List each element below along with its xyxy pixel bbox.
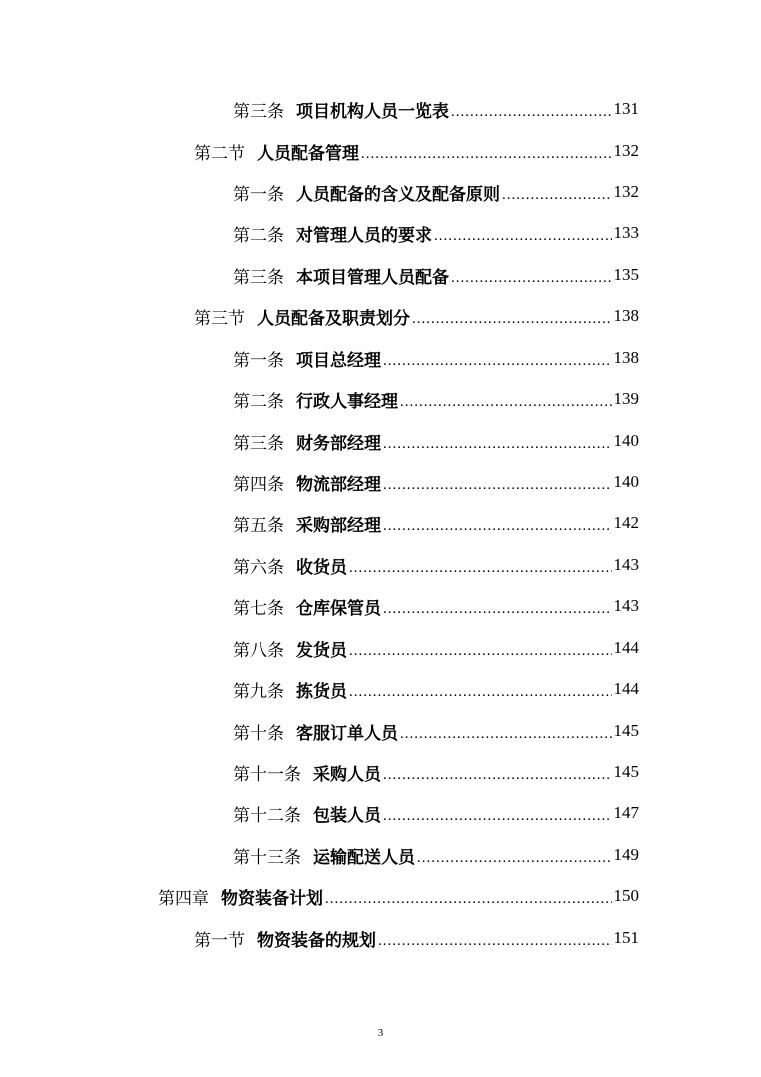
toc-entry[interactable] [233,550,639,580]
toc-entry-page: 143 [613,555,639,574]
toc-leader-dots [502,188,612,203]
toc-entry-page: 147 [613,803,639,822]
toc-leader-dots [400,395,612,410]
toc-entry-number: 第八条 [233,640,284,660]
toc-entry-title: 本项目管理人员配备 [296,267,449,288]
toc-entry[interactable] [233,674,639,704]
toc-entry-number: 第三条 [233,433,284,453]
toc-entry[interactable] [233,633,639,663]
toc-entry[interactable] [233,384,639,414]
toc-entry-page: 138 [613,348,639,367]
toc-entry[interactable] [194,301,639,331]
toc-entry-number: 第三条 [233,267,284,287]
toc-entry-number: 第七条 [233,598,284,618]
toc-entry-page: 139 [613,389,639,408]
toc-entry-page: 140 [613,431,639,450]
toc-entry-number: 第二条 [233,225,284,245]
toc-entry-page: 142 [613,513,639,532]
toc-leader-dots [451,271,612,286]
toc-entry-title: 拣货员 [296,681,347,702]
toc-entry[interactable] [158,881,639,911]
toc-entry-number: 第三条 [233,101,284,121]
toc-entry-title: 财务部经理 [296,433,381,454]
toc-leader-dots [325,892,612,907]
toc-entry[interactable] [233,177,639,207]
toc-entry-page: 144 [613,679,639,698]
toc-entry-title: 物资装备的规划 [257,930,376,951]
toc-entry[interactable] [233,757,639,787]
toc-entry[interactable] [233,508,639,538]
toc-leader-dots [383,354,612,369]
toc-entry[interactable] [233,343,639,373]
toc-entry[interactable] [233,716,639,746]
toc-entry-title: 项目机构人员一览表 [296,101,449,122]
toc-leader-dots [349,644,612,659]
toc-entry[interactable] [233,218,639,248]
toc-leader-dots [383,478,612,493]
toc-entry-page: 135 [613,265,639,284]
toc-entry[interactable] [233,840,639,870]
toc-entry-number: 第十二条 [233,805,301,825]
toc-entry-page: 150 [613,886,639,905]
toc-leader-dots [434,229,612,244]
toc-entry-number: 第十条 [233,723,284,743]
toc-entry-title: 收货员 [296,557,347,578]
toc-entry-number: 第二条 [233,391,284,411]
toc-entry-page: 133 [613,223,639,242]
toc-entry[interactable] [233,260,639,290]
toc-entry[interactable] [194,136,639,166]
toc-entry-title: 物资装备计划 [221,888,323,909]
toc-entry-title: 采购部经理 [296,515,381,536]
toc-entry-number: 第六条 [233,557,284,577]
toc-entry-title: 人员配备的含义及配备原则 [296,184,500,205]
toc-leader-dots [349,685,612,700]
toc-entry-number: 第九条 [233,681,284,701]
toc-entry-number: 第四章 [158,888,209,908]
toc-entry[interactable] [233,467,639,497]
toc-entry[interactable] [233,94,639,124]
toc-entry-number: 第五条 [233,515,284,535]
toc-leader-dots [383,768,612,783]
toc-entry[interactable] [233,426,639,456]
toc-leader-dots [361,147,612,162]
toc-entry-page: 132 [613,141,639,160]
toc-leader-dots [417,851,612,866]
toc-entry-title: 行政人事经理 [296,391,398,412]
page-number: 3 [377,1027,384,1039]
toc-entry-number: 第一条 [233,184,284,204]
toc-entry-title: 人员配备及职责划分 [257,308,410,329]
toc-entry-title: 发货员 [296,640,347,661]
toc-leader-dots [378,934,612,949]
toc-leader-dots [412,312,612,327]
toc-entry-number: 第二节 [194,143,245,163]
toc-entry-title: 项目总经理 [296,350,381,371]
toc-entry[interactable] [194,923,639,953]
toc-entry-number: 第十一条 [233,764,301,784]
toc-leader-dots [349,561,612,576]
toc-entry-number: 第一条 [233,350,284,370]
toc-entry-title: 运输配送人员 [313,847,415,868]
toc-entry-page: 145 [613,721,639,740]
toc-entry-page: 145 [613,762,639,781]
toc-leader-dots [383,437,612,452]
toc-entry-page: 144 [613,638,639,657]
toc-entry-page: 131 [613,99,639,118]
toc-entry-number: 第三节 [194,308,245,328]
toc-entry-title: 对管理人员的要求 [296,225,432,246]
toc-entry-number: 第四条 [233,474,284,494]
toc-entry-number: 第十三条 [233,847,301,867]
toc-entry-number: 第一节 [194,930,245,950]
toc-entry-page: 140 [613,472,639,491]
toc-entry-page: 132 [613,182,639,201]
toc-entry-page: 143 [613,596,639,615]
toc-leader-dots [400,727,612,742]
toc-entry-title: 采购人员 [313,764,381,785]
toc-entry-page: 138 [613,306,639,325]
toc-entry[interactable] [233,798,639,828]
toc-entry-page: 149 [613,845,639,864]
toc-leader-dots [383,519,612,534]
toc-leader-dots [451,105,612,120]
toc-entry-title: 仓库保管员 [296,598,381,619]
toc-entry[interactable] [233,591,639,621]
toc-entry-title: 物流部经理 [296,474,381,495]
toc-entry-title: 客服订单人员 [296,723,398,744]
toc-leader-dots [383,809,612,824]
toc-leader-dots [383,602,612,617]
toc-entry-title: 人员配备管理 [257,143,359,164]
toc-entry-title: 包装人员 [313,805,381,826]
toc-entry-page: 151 [613,928,639,947]
